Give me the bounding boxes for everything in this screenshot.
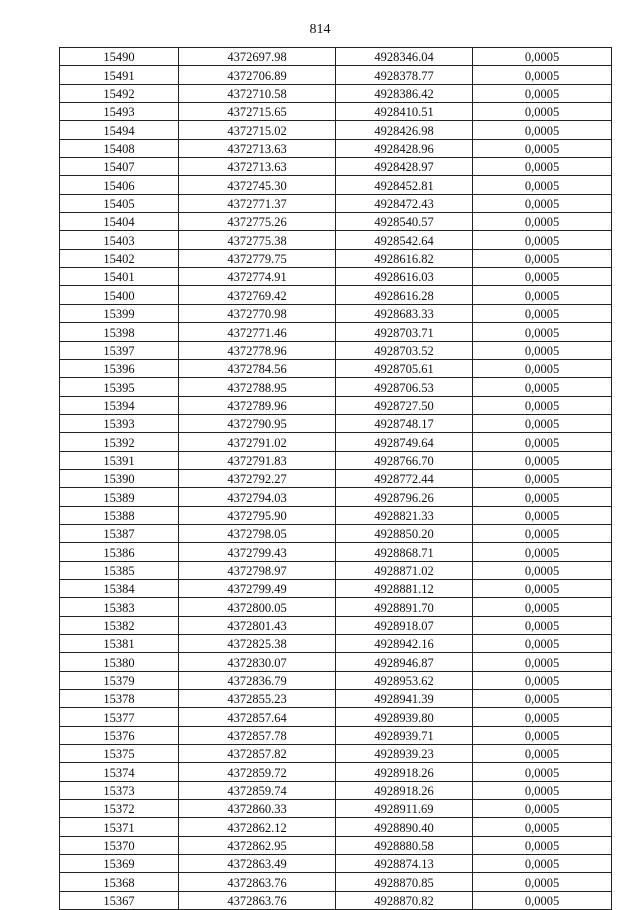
table-row — [60, 66, 612, 84]
value-cell: 0,0005 — [473, 378, 612, 396]
table-row — [60, 708, 612, 726]
value-cell: 0,0005 — [473, 158, 612, 176]
x-coordinate-cell: 4372825.38 — [179, 635, 336, 653]
x-coordinate-cell: 4372836.79 — [179, 671, 336, 689]
value-cell: 0,0005 — [473, 616, 612, 634]
value-cell: 0,0005 — [473, 524, 612, 542]
point-number-cell: 15395 — [60, 378, 179, 396]
point-number-cell: 15385 — [60, 561, 179, 579]
y-coordinate-cell: 4928918.26 — [336, 781, 473, 799]
point-number-cell: 15369 — [60, 855, 179, 873]
value-cell: 0,0005 — [473, 103, 612, 121]
value-cell: 0,0005 — [473, 469, 612, 487]
table-row — [60, 800, 612, 818]
coordinates-table — [59, 47, 612, 910]
y-coordinate-cell: 4928703.52 — [336, 341, 473, 359]
point-number-cell: 15379 — [60, 671, 179, 689]
x-coordinate-cell: 4372790.95 — [179, 414, 336, 432]
table-row — [60, 231, 612, 249]
point-number-cell: 15492 — [60, 84, 179, 102]
table-row — [60, 488, 612, 506]
x-coordinate-cell: 4372784.56 — [179, 359, 336, 377]
value-cell: 0,0005 — [473, 818, 612, 836]
x-coordinate-cell: 4372830.07 — [179, 653, 336, 671]
y-coordinate-cell: 4928918.26 — [336, 763, 473, 781]
point-number-cell: 15390 — [60, 469, 179, 487]
x-coordinate-cell: 4372745.30 — [179, 176, 336, 194]
table-row — [60, 469, 612, 487]
y-coordinate-cell: 4928821.33 — [336, 506, 473, 524]
table-row — [60, 451, 612, 469]
y-coordinate-cell: 4928871.02 — [336, 561, 473, 579]
y-coordinate-cell: 4928542.64 — [336, 231, 473, 249]
value-cell: 0,0005 — [473, 414, 612, 432]
value-cell: 0,0005 — [473, 543, 612, 561]
table-row — [60, 286, 612, 304]
table-row — [60, 616, 612, 634]
x-coordinate-cell: 4372771.46 — [179, 323, 336, 341]
x-coordinate-cell: 4372713.63 — [179, 139, 336, 157]
x-coordinate-cell: 4372857.82 — [179, 745, 336, 763]
table-row — [60, 836, 612, 854]
y-coordinate-cell: 4928939.80 — [336, 708, 473, 726]
point-number-cell: 15407 — [60, 158, 179, 176]
y-coordinate-cell: 4928891.70 — [336, 598, 473, 616]
x-coordinate-cell: 4372863.49 — [179, 855, 336, 873]
point-number-cell: 15370 — [60, 836, 179, 854]
value-cell: 0,0005 — [473, 690, 612, 708]
value-cell: 0,0005 — [473, 304, 612, 322]
x-coordinate-cell: 4372795.90 — [179, 506, 336, 524]
value-cell: 0,0005 — [473, 781, 612, 799]
point-number-cell: 15367 — [60, 891, 179, 909]
point-number-cell: 15393 — [60, 414, 179, 432]
value-cell: 0,0005 — [473, 488, 612, 506]
value-cell: 0,0005 — [473, 763, 612, 781]
point-number-cell: 15397 — [60, 341, 179, 359]
table-row — [60, 855, 612, 873]
point-number-cell: 15404 — [60, 213, 179, 231]
x-coordinate-cell: 4372774.91 — [179, 268, 336, 286]
value-cell: 0,0005 — [473, 48, 612, 66]
point-number-cell: 15391 — [60, 451, 179, 469]
page-number: 814 — [309, 22, 331, 37]
x-coordinate-cell: 4372859.74 — [179, 781, 336, 799]
point-number-cell: 15383 — [60, 598, 179, 616]
point-number-cell: 15401 — [60, 268, 179, 286]
x-coordinate-cell: 4372791.02 — [179, 433, 336, 451]
x-coordinate-cell: 4372706.89 — [179, 66, 336, 84]
point-number-cell: 15392 — [60, 433, 179, 451]
value-cell: 0,0005 — [473, 836, 612, 854]
x-coordinate-cell: 4372801.43 — [179, 616, 336, 634]
point-number-cell: 15372 — [60, 800, 179, 818]
table-row — [60, 579, 612, 597]
point-number-cell: 15400 — [60, 286, 179, 304]
point-number-cell: 15373 — [60, 781, 179, 799]
value-cell: 0,0005 — [473, 708, 612, 726]
table-row — [60, 781, 612, 799]
y-coordinate-cell: 4928942.16 — [336, 635, 473, 653]
y-coordinate-cell: 4928874.13 — [336, 855, 473, 873]
y-coordinate-cell: 4928850.20 — [336, 524, 473, 542]
y-coordinate-cell: 4928705.61 — [336, 359, 473, 377]
point-number-cell: 15493 — [60, 103, 179, 121]
value-cell: 0,0005 — [473, 139, 612, 157]
point-number-cell: 15377 — [60, 708, 179, 726]
y-coordinate-cell: 4928749.64 — [336, 433, 473, 451]
value-cell: 0,0005 — [473, 194, 612, 212]
value-cell: 0,0005 — [473, 653, 612, 671]
y-coordinate-cell: 4928939.71 — [336, 726, 473, 744]
table-row — [60, 323, 612, 341]
point-number-cell: 15403 — [60, 231, 179, 249]
y-coordinate-cell: 4928616.82 — [336, 249, 473, 267]
y-coordinate-cell: 4928386.42 — [336, 84, 473, 102]
x-coordinate-cell: 4372715.02 — [179, 121, 336, 139]
value-cell: 0,0005 — [473, 231, 612, 249]
x-coordinate-cell: 4372771.37 — [179, 194, 336, 212]
table-row — [60, 158, 612, 176]
point-number-cell: 15375 — [60, 745, 179, 763]
value-cell: 0,0005 — [473, 396, 612, 414]
y-coordinate-cell: 4928939.23 — [336, 745, 473, 763]
table-row — [60, 543, 612, 561]
x-coordinate-cell: 4372857.64 — [179, 708, 336, 726]
table-row — [60, 745, 612, 763]
point-number-cell: 15408 — [60, 139, 179, 157]
point-number-cell: 15394 — [60, 396, 179, 414]
x-coordinate-cell: 4372715.65 — [179, 103, 336, 121]
point-number-cell: 15384 — [60, 579, 179, 597]
y-coordinate-cell: 4928890.40 — [336, 818, 473, 836]
value-cell: 0,0005 — [473, 66, 612, 84]
value-cell: 0,0005 — [473, 84, 612, 102]
x-coordinate-cell: 4372791.83 — [179, 451, 336, 469]
x-coordinate-cell: 4372799.49 — [179, 579, 336, 597]
y-coordinate-cell: 4928946.87 — [336, 653, 473, 671]
x-coordinate-cell: 4372769.42 — [179, 286, 336, 304]
value-cell: 0,0005 — [473, 268, 612, 286]
value-cell: 0,0005 — [473, 800, 612, 818]
x-coordinate-cell: 4372775.38 — [179, 231, 336, 249]
x-coordinate-cell: 4372859.72 — [179, 763, 336, 781]
y-coordinate-cell: 4928378.77 — [336, 66, 473, 84]
table-row — [60, 378, 612, 396]
x-coordinate-cell: 4372860.33 — [179, 800, 336, 818]
value-cell: 0,0005 — [473, 873, 612, 891]
x-coordinate-cell: 4372710.58 — [179, 84, 336, 102]
table-row — [60, 213, 612, 231]
table-row — [60, 84, 612, 102]
point-number-cell: 15380 — [60, 653, 179, 671]
table-row — [60, 524, 612, 542]
point-number-cell: 15371 — [60, 818, 179, 836]
y-coordinate-cell: 4928706.53 — [336, 378, 473, 396]
x-coordinate-cell: 4372794.03 — [179, 488, 336, 506]
x-coordinate-cell: 4372792.27 — [179, 469, 336, 487]
table-row — [60, 873, 612, 891]
point-number-cell: 15396 — [60, 359, 179, 377]
value-cell: 0,0005 — [473, 121, 612, 139]
y-coordinate-cell: 4928881.12 — [336, 579, 473, 597]
table-row — [60, 726, 612, 744]
table-row — [60, 635, 612, 653]
x-coordinate-cell: 4372713.63 — [179, 158, 336, 176]
point-number-cell: 15389 — [60, 488, 179, 506]
point-number-cell: 15374 — [60, 763, 179, 781]
value-cell: 0,0005 — [473, 359, 612, 377]
value-cell: 0,0005 — [473, 451, 612, 469]
table-row — [60, 103, 612, 121]
y-coordinate-cell: 4928941.39 — [336, 690, 473, 708]
table-row — [60, 249, 612, 267]
value-cell: 0,0005 — [473, 635, 612, 653]
table-row — [60, 341, 612, 359]
y-coordinate-cell: 4928616.28 — [336, 286, 473, 304]
point-number-cell: 15405 — [60, 194, 179, 212]
value-cell: 0,0005 — [473, 855, 612, 873]
x-coordinate-cell: 4372800.05 — [179, 598, 336, 616]
x-coordinate-cell: 4372799.43 — [179, 543, 336, 561]
y-coordinate-cell: 4928703.71 — [336, 323, 473, 341]
value-cell: 0,0005 — [473, 213, 612, 231]
y-coordinate-cell: 4928426.98 — [336, 121, 473, 139]
point-number-cell: 15399 — [60, 304, 179, 322]
table-row — [60, 194, 612, 212]
y-coordinate-cell: 4928346.04 — [336, 48, 473, 66]
point-number-cell: 15398 — [60, 323, 179, 341]
value-cell: 0,0005 — [473, 286, 612, 304]
x-coordinate-cell: 4372863.76 — [179, 873, 336, 891]
y-coordinate-cell: 4928472.43 — [336, 194, 473, 212]
point-number-cell: 15382 — [60, 616, 179, 634]
point-number-cell: 15378 — [60, 690, 179, 708]
table-row — [60, 763, 612, 781]
x-coordinate-cell: 4372798.97 — [179, 561, 336, 579]
point-number-cell: 15491 — [60, 66, 179, 84]
x-coordinate-cell: 4372770.98 — [179, 304, 336, 322]
table-row — [60, 818, 612, 836]
y-coordinate-cell: 4928428.96 — [336, 139, 473, 157]
y-coordinate-cell: 4928772.44 — [336, 469, 473, 487]
y-coordinate-cell: 4928428.97 — [336, 158, 473, 176]
point-number-cell: 15388 — [60, 506, 179, 524]
table-row — [60, 561, 612, 579]
value-cell: 0,0005 — [473, 561, 612, 579]
point-number-cell: 15387 — [60, 524, 179, 542]
y-coordinate-cell: 4928540.57 — [336, 213, 473, 231]
table-row — [60, 690, 612, 708]
x-coordinate-cell: 4372857.78 — [179, 726, 336, 744]
x-coordinate-cell: 4372697.98 — [179, 48, 336, 66]
table-row — [60, 414, 612, 432]
x-coordinate-cell: 4372855.23 — [179, 690, 336, 708]
point-number-cell: 15368 — [60, 873, 179, 891]
value-cell: 0,0005 — [473, 433, 612, 451]
y-coordinate-cell: 4928796.26 — [336, 488, 473, 506]
y-coordinate-cell: 4928727.50 — [336, 396, 473, 414]
y-coordinate-cell: 4928683.33 — [336, 304, 473, 322]
x-coordinate-cell: 4372788.95 — [179, 378, 336, 396]
table-row — [60, 891, 612, 909]
value-cell: 0,0005 — [473, 341, 612, 359]
table-row — [60, 268, 612, 286]
value-cell: 0,0005 — [473, 598, 612, 616]
table-row — [60, 304, 612, 322]
table-row — [60, 506, 612, 524]
y-coordinate-cell: 4928918.07 — [336, 616, 473, 634]
y-coordinate-cell: 4928870.82 — [336, 891, 473, 909]
x-coordinate-cell: 4372779.75 — [179, 249, 336, 267]
value-cell: 0,0005 — [473, 726, 612, 744]
table-row — [60, 653, 612, 671]
y-coordinate-cell: 4928410.51 — [336, 103, 473, 121]
point-number-cell: 15494 — [60, 121, 179, 139]
x-coordinate-cell: 4372778.96 — [179, 341, 336, 359]
coordinates-table-body — [60, 48, 612, 910]
value-cell: 0,0005 — [473, 176, 612, 194]
y-coordinate-cell: 4928953.62 — [336, 671, 473, 689]
point-number-cell: 15402 — [60, 249, 179, 267]
x-coordinate-cell: 4372862.12 — [179, 818, 336, 836]
table-row — [60, 359, 612, 377]
point-number-cell: 15406 — [60, 176, 179, 194]
y-coordinate-cell: 4928616.03 — [336, 268, 473, 286]
value-cell: 0,0005 — [473, 745, 612, 763]
y-coordinate-cell: 4928868.71 — [336, 543, 473, 561]
table-row — [60, 48, 612, 66]
x-coordinate-cell: 4372775.26 — [179, 213, 336, 231]
point-number-cell: 15386 — [60, 543, 179, 561]
y-coordinate-cell: 4928748.17 — [336, 414, 473, 432]
y-coordinate-cell: 4928911.69 — [336, 800, 473, 818]
table-row — [60, 598, 612, 616]
y-coordinate-cell: 4928452.81 — [336, 176, 473, 194]
value-cell: 0,0005 — [473, 506, 612, 524]
y-coordinate-cell: 4928880.58 — [336, 836, 473, 854]
table-row — [60, 139, 612, 157]
table-row — [60, 671, 612, 689]
point-number-cell: 15490 — [60, 48, 179, 66]
value-cell: 0,0005 — [473, 249, 612, 267]
table-row — [60, 121, 612, 139]
y-coordinate-cell: 4928766.70 — [336, 451, 473, 469]
table-row — [60, 433, 612, 451]
y-coordinate-cell: 4928870.85 — [336, 873, 473, 891]
x-coordinate-cell: 4372862.95 — [179, 836, 336, 854]
x-coordinate-cell: 4372789.96 — [179, 396, 336, 414]
value-cell: 0,0005 — [473, 579, 612, 597]
table-row — [60, 176, 612, 194]
table-row — [60, 396, 612, 414]
point-number-cell: 15381 — [60, 635, 179, 653]
value-cell: 0,0005 — [473, 891, 612, 909]
x-coordinate-cell: 4372798.05 — [179, 524, 336, 542]
x-coordinate-cell: 4372863.76 — [179, 891, 336, 909]
value-cell: 0,0005 — [473, 671, 612, 689]
value-cell: 0,0005 — [473, 323, 612, 341]
point-number-cell: 15376 — [60, 726, 179, 744]
